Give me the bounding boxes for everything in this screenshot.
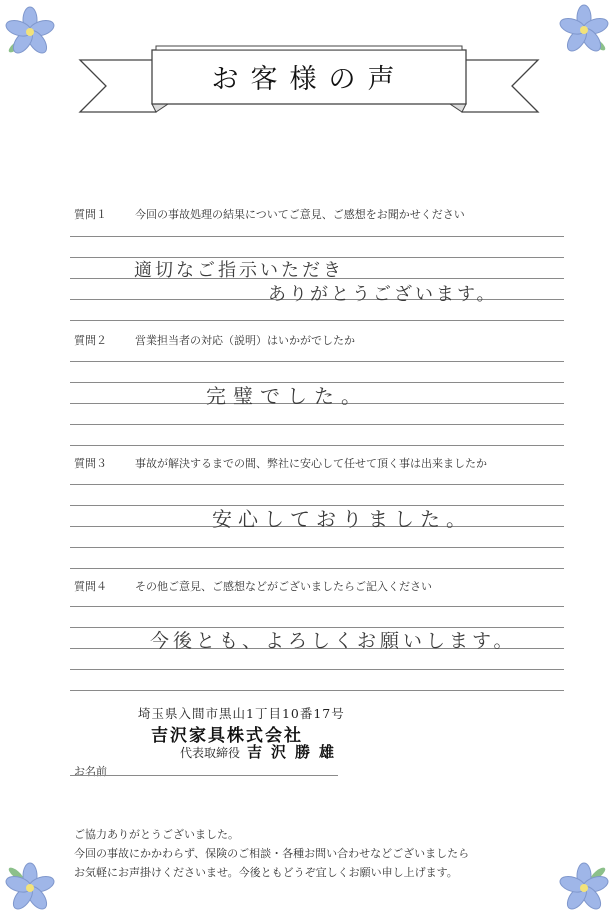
question-2-text: 営業担当者の対応（説明）はいかがでしたか [135, 334, 355, 347]
answer-rule [70, 606, 564, 607]
question-1-text: 今回の事故処理の結果についてご意見、ご感想をお聞かせください [135, 208, 465, 221]
stamp-company: 吉沢家具株式会社 [151, 726, 303, 746]
flower-decoration-icon [552, 858, 614, 920]
answer-rule [70, 669, 564, 670]
answer-rule [70, 361, 564, 362]
answer-rule [70, 690, 564, 691]
answer-rule [70, 568, 564, 569]
answer-rule [70, 445, 564, 446]
question-1-label: 質問１ [74, 208, 107, 221]
question-2-label: 質問２ [74, 334, 107, 347]
name-line [70, 775, 338, 776]
flower-decoration-icon [0, 858, 62, 920]
answer-1-line-1: 適切なご指示いただき [134, 260, 344, 281]
name-label: お名前 [74, 765, 107, 778]
flower-decoration-icon [0, 0, 62, 62]
answer-rule [70, 547, 564, 548]
stamp-rep-title: 代表取締役 [180, 746, 241, 760]
answer-rule [70, 424, 564, 425]
page-title: お客様の声 [211, 63, 407, 95]
question-3-text: 事故が解決するまでの間、弊社に安心して任せて頂く事は出来ましたか [135, 457, 487, 470]
answer-rule [70, 320, 564, 321]
answer-1-line-2: ありがとうございます。 [268, 284, 498, 305]
answer-4-line-1: 今後とも、よろしくお願いします。 [150, 630, 517, 652]
closing-line-3: お気軽にお声掛けくださいませ。今後ともどうぞ宜しくお願い申し上げます。 [74, 866, 458, 879]
flower-decoration-icon [552, 0, 614, 62]
question-3-label: 質問３ [74, 457, 107, 470]
answer-3-line-1: 安心しておりました。 [212, 507, 472, 531]
closing-line-2: 今回の事故にかかわらず、保険のご相談・各種お問い合わせなどございましたら [74, 847, 470, 860]
stamp-address: 埼玉県入間市黒山1丁目10番17号 [138, 706, 345, 721]
answer-2-line-1: 完璧でした。 [206, 384, 368, 408]
closing-line-1: ご協力ありがとうございました。 [74, 828, 239, 841]
question-4-text: その他ご意見、ご感想などがございましたらご記入ください [135, 580, 432, 593]
answer-rule [70, 236, 564, 237]
question-4-label: 質問４ [74, 580, 107, 593]
answer-rule [70, 484, 564, 485]
stamp-rep-name: 吉沢勝雄 [247, 743, 344, 761]
